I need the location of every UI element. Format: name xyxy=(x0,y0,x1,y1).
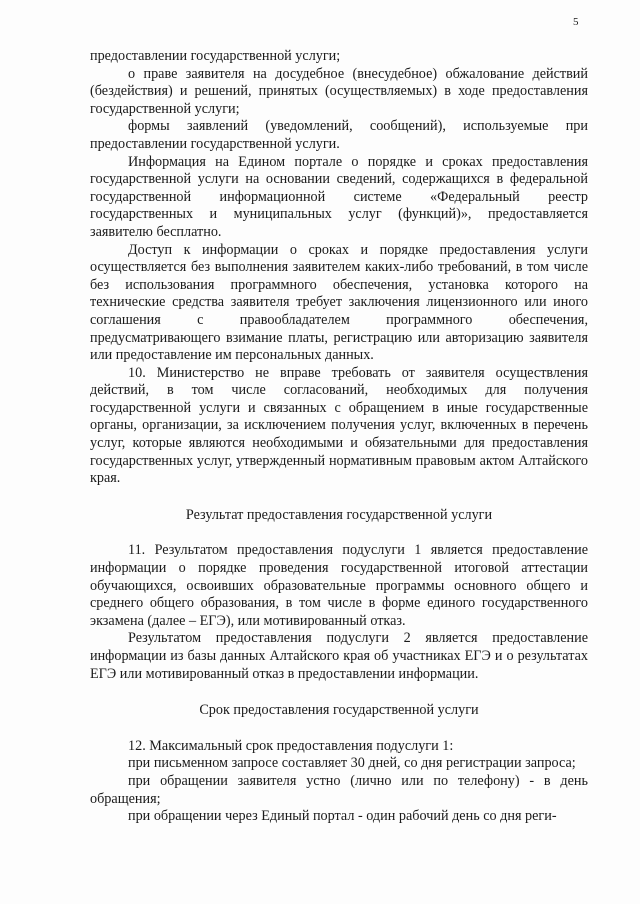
paragraph: предоставлении государственной услуги; xyxy=(90,48,341,64)
document-body xyxy=(90,48,588,826)
section-heading-term: Срок предоставления государственной услуги xyxy=(199,702,479,719)
text-block-term xyxy=(90,738,588,826)
paragraph: при письменном запросе составляет 30 дней, со дня регистрации запроса; xyxy=(128,755,576,772)
paragraph: 11. Результатом предоставления подуслуги 1 является предоставление информации о порядке проведения государственной итоговой аттестации обучающихся, освоивших образовательные программы основного общего и среднего общего образования, в том числе в форме единого государственного экзамена (далее – ЕГЭ), или мотивированный отказ. xyxy=(90,542,588,629)
paragraph: 12. Максимальный срок предоставления подуслуги 1: xyxy=(128,737,454,754)
paragraph: при обращении заявителя устно (лично или по телефону) - в день обращения; xyxy=(90,772,588,807)
text-block-result xyxy=(90,542,588,683)
paragraph: Результатом предоставления подуслуги 2 является предоставление информации из базы данных Алтайского края об участниках ЕГЭ и о результатах ЕГЭ или мотивированный отказ в предоставлении информации. xyxy=(90,630,588,682)
section-heading-result: Результат предоставления государственной услуги xyxy=(185,506,493,523)
paragraph: Информация на Едином портале о порядке и сроках предоставления государственной услуги на основании сведений, содержащихся в федеральной государственной информационной системе «Федеральный реестр государственных и муниципальных услуг (функций)», предоставляется заявителю бесплатно. xyxy=(90,153,588,240)
paragraph: при обращении через Единый портал - один рабочий день со дня реги- xyxy=(128,808,557,825)
text-block-intro xyxy=(90,48,588,488)
paragraph: 10. Министерство не вправе требовать от заявителя осуществления действий, в том числе согласований, необходимых для получения государственной услуги и связанных с обращением в иные государственные органы, организации, за исключением получения услуг, включенных в перечень услуг, которые являются необходимыми и обязательными для предоставления государственных услуг, утвержденный нормативным правовым актом Алтайского края. xyxy=(90,364,588,487)
paragraph: о праве заявителя на досудебное (внесудебное) обжалование действий (бездействия) и решений, принятых (осуществляемых) в ходе предоставления государственной услуги; xyxy=(90,65,588,117)
page-number: 5 xyxy=(573,16,579,28)
paragraph: формы заявлений (уведомлений, сообщений), используемые при предоставлении государственной услуги. xyxy=(90,118,588,152)
paragraph: Доступ к информации о сроках и порядке предоставления услуги осуществляется без выполнения заявителем каких-либо требований, в том числе без использования программного обеспечения, установка которого на технические средства заявителя требует заключения лицензионного или иного соглашения с правообладателем программного обеспечения, предусматривающего взимание платы, регистрацию или авторизацию заявителя или предоставление им персональных данных. xyxy=(90,241,588,364)
